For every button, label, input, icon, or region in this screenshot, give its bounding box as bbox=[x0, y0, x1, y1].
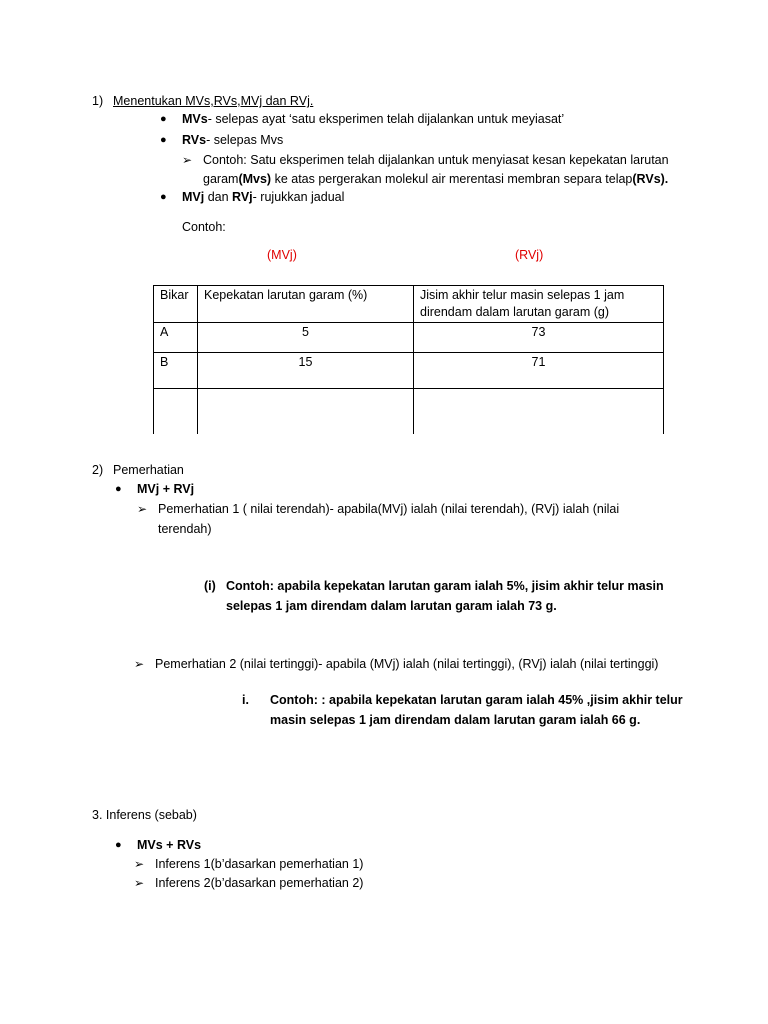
section2-title: Pemerhatian bbox=[113, 463, 184, 477]
example-1-line-1: Contoh: apabila kepekatan larutan garam ialah 5%, jisim akhir telur masin bbox=[226, 579, 664, 593]
arrow-bullet-icon: ➢ bbox=[137, 502, 148, 516]
example-line-2: garam(Mvs) ke atas pergerakan molekul air merentasi membran separa telap(RVs). bbox=[203, 172, 669, 186]
mvj-label: (MVj) bbox=[267, 248, 297, 262]
rvs-definition: RVs- selepas Mvs bbox=[182, 133, 284, 147]
bullet-icon: ● bbox=[160, 113, 167, 125]
example-1-line-2: selepas 1 jam direndam dalam larutan garam ialah 73 g. bbox=[226, 599, 557, 613]
bullet-icon: ● bbox=[115, 483, 122, 495]
arrow-bullet-icon: ➢ bbox=[134, 857, 145, 871]
section1-number: 1) bbox=[92, 94, 104, 108]
example-line-1: Contoh: Satu eksperimen telah dijalankan untuk menyiasat kesan kepekatan larutan bbox=[203, 153, 669, 167]
cell-kepekatan: 5 bbox=[198, 323, 414, 353]
bullet-icon: ● bbox=[115, 839, 122, 851]
section2-number: 2) bbox=[92, 463, 104, 477]
mvs-definition: MVs- selepas ayat ‘satu eksperimen telah dijalankan untuk meyiasat’ bbox=[182, 112, 565, 126]
cell-empty bbox=[198, 389, 414, 434]
table-row-empty bbox=[154, 389, 664, 434]
arrow-bullet-icon: ➢ bbox=[182, 153, 193, 167]
section3-bullet: MVs + RVs bbox=[137, 838, 202, 852]
header-jisim: Jisim akhir telur masin selepas 1 jam direndam dalam larutan garam (g) bbox=[414, 286, 664, 323]
observation-1-line-1: Pemerhatian 1 ( nilai terendah)- apabila(MVj) ialah (nilai terendah), (RVj) ialah (nilai bbox=[158, 502, 620, 516]
mvj-rvj-definition: MVj dan RVj- rujukkan jadual bbox=[182, 190, 345, 204]
cell-empty bbox=[154, 389, 198, 434]
section3-title: 3. Inferens (sebab) bbox=[92, 808, 197, 822]
observation-2-line: Pemerhatian 2 (nilai tertinggi)- apabila (MVj) ialah (nilai tertinggi), (RVj) ialah (nilai tertinggi) bbox=[155, 657, 659, 671]
table-row bbox=[154, 353, 664, 389]
example-2-line-1: Contoh: : apabila kepekatan larutan garam ialah 45% ,jisim akhir telur bbox=[270, 693, 683, 707]
table-header-row bbox=[154, 286, 664, 323]
contoh-label: Contoh: bbox=[182, 220, 226, 234]
example-2-marker: i. bbox=[242, 693, 249, 707]
inference-1: Inferens 1(b’dasarkan pemerhatian 1) bbox=[155, 857, 364, 871]
example-1-marker: (i) bbox=[204, 579, 216, 593]
cell-kepekatan: 15 bbox=[198, 353, 414, 389]
cell-bikar: A bbox=[154, 323, 198, 353]
arrow-bullet-icon: ➢ bbox=[134, 876, 145, 890]
inference-2: Inferens 2(b’dasarkan pemerhatian 2) bbox=[155, 876, 364, 890]
rvj-label: (RVj) bbox=[515, 248, 544, 262]
cell-jisim: 73 bbox=[414, 323, 664, 353]
bullet-icon: ● bbox=[160, 191, 167, 203]
cell-bikar: B bbox=[154, 353, 198, 389]
cell-jisim: 71 bbox=[414, 353, 664, 389]
section2-bullet: MVj + RVj bbox=[137, 482, 195, 496]
data-table bbox=[153, 285, 664, 434]
example-2-line-2: masin selepas 1 jam direndam dalam larutan garam ialah 66 g. bbox=[270, 713, 641, 727]
header-kepekatan: Kepekatan larutan garam (%) bbox=[198, 286, 414, 323]
table-row bbox=[154, 323, 664, 353]
header-bikar: Bikar bbox=[154, 286, 198, 323]
arrow-bullet-icon: ➢ bbox=[134, 657, 145, 671]
bullet-icon: ● bbox=[160, 134, 167, 146]
observation-1-line-2: terendah) bbox=[158, 522, 212, 536]
cell-empty bbox=[414, 389, 664, 434]
section1-title: Menentukan MVs,RVs,MVj dan RVj. bbox=[113, 94, 314, 108]
